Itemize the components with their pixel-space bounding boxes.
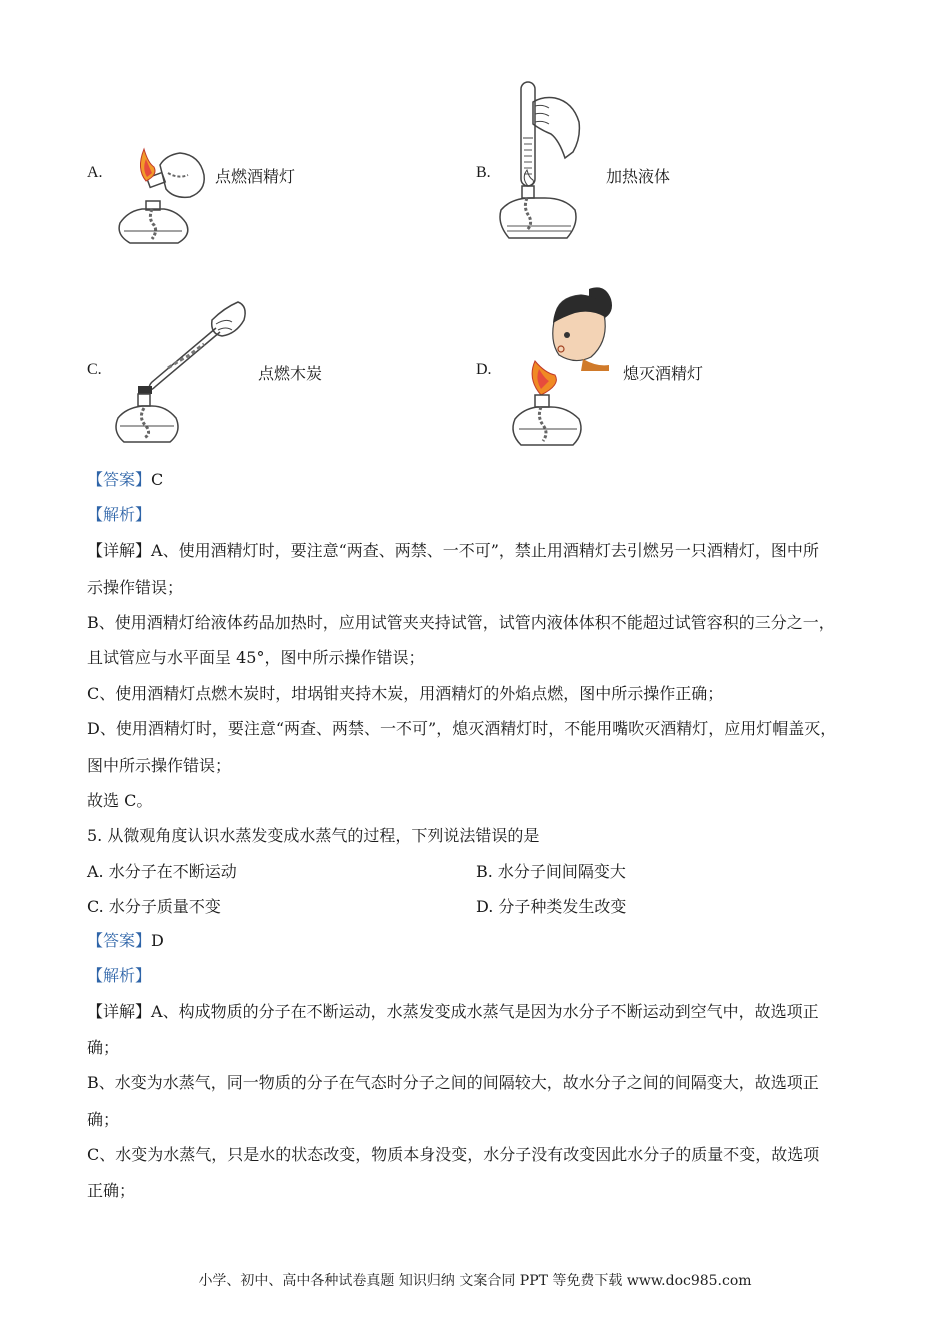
detail-tag: 【详解】 xyxy=(87,1002,152,1021)
q4-answer: C xyxy=(151,470,164,489)
q5-detail-line-5: C、水变为水蒸气，只是水的状态改变，物质本身没变，水分子没有改变因此水分子的质量不变，故选项 xyxy=(87,1145,820,1164)
q5-detail-line-2: 确； xyxy=(87,1038,120,1057)
lighting-charcoal-figure xyxy=(108,290,250,448)
option-c-caption: 点燃木炭 xyxy=(258,364,323,383)
q5-detail-line-6: 正确； xyxy=(87,1181,136,1200)
heating-liquid-figure xyxy=(495,78,590,248)
q5-detail-line-4: 确； xyxy=(87,1110,120,1129)
option-d-caption: 熄灭酒精灯 xyxy=(623,364,704,383)
q4-text: A、使用酒精灯时，要注意“两查、两禁、一不可”，禁止用酒精灯去引燃另一只酒精灯，图中所 xyxy=(151,541,819,560)
q5-stem: 5. 从微观角度认识水蒸发变成水蒸气的过程，下列说法错误的是 xyxy=(87,826,540,845)
q4-conclusion: 故选 C。 xyxy=(87,791,153,810)
q5-option-d: D. 分子种类发生改变 xyxy=(476,897,627,916)
option-a-letter: A. xyxy=(87,164,103,181)
answer-tag: 【答案】 xyxy=(87,470,152,489)
q5-option-a: A. 水分子在不断运动 xyxy=(87,862,237,881)
q4-detail-line-6: D、使用酒精灯时，要注意“两查、两禁、一不可”，熄灭酒精灯时，不能用嘴吹灭酒精灯，应用灯帽盖灭， xyxy=(87,719,837,738)
q5-detail-line-3: B、水变为水蒸气，同一物质的分子在气态时分子之间的间隔较大，故水分子之间的间隔变大，故选项正 xyxy=(87,1073,819,1092)
analysis-tag: 【解析】 xyxy=(87,505,152,524)
q4-detail-line-3: B、使用酒精灯给液体药品加热时，应用试管夹夹持试管，试管内液体体积不能超过试管容积的三分之一， xyxy=(87,613,835,632)
q5-option-b: B. 水分子间间隔变大 xyxy=(476,862,626,881)
lighting-alcohol-lamp-figure xyxy=(108,145,212,251)
q4-detail-line-2: 示操作错误； xyxy=(87,578,184,597)
q4-detail-line-4: 且试管应与水平面呈 45°，图中所示操作错误； xyxy=(87,648,425,667)
option-b-caption: 加热液体 xyxy=(606,167,671,186)
q5-answer-line xyxy=(87,931,164,951)
page-footer: 小学、初中、高中各种试卷真题 知识归纳 文案合同 PPT 等免费下载 www.doc985.com xyxy=(198,1273,752,1289)
q4-analysis-tag-line xyxy=(87,505,151,525)
q4-detail-line-5: C、使用酒精灯点燃木炭时，坩埚钳夹持木炭，用酒精灯的外焰点燃，图中所示操作正确； xyxy=(87,684,724,703)
q4-answer-line xyxy=(87,470,163,490)
q5-option-c: C. 水分子质量不变 xyxy=(87,897,221,916)
option-b-letter: B. xyxy=(476,164,491,181)
option-c-letter: C. xyxy=(87,361,102,378)
q5-analysis-tag-line xyxy=(87,966,151,986)
analysis-tag: 【解析】 xyxy=(87,966,152,985)
detail-tag: 【详解】 xyxy=(87,541,152,560)
q4-detail-line-1 xyxy=(87,541,819,561)
option-a-caption: 点燃酒精灯 xyxy=(215,167,296,186)
extinguishing-alcohol-lamp-figure xyxy=(505,283,617,449)
q4-detail-line-7: 图中所示操作错误； xyxy=(87,756,232,775)
option-d-letter: D. xyxy=(476,361,492,378)
q5-detail-line-1 xyxy=(87,1002,819,1022)
answer-tag: 【答案】 xyxy=(87,931,152,950)
q5-answer: D xyxy=(151,931,164,950)
q5-text: A、构成物质的分子在不断运动，水蒸发变成水蒸气是因为水分子不断运动到空气中，故选项正 xyxy=(151,1002,819,1021)
